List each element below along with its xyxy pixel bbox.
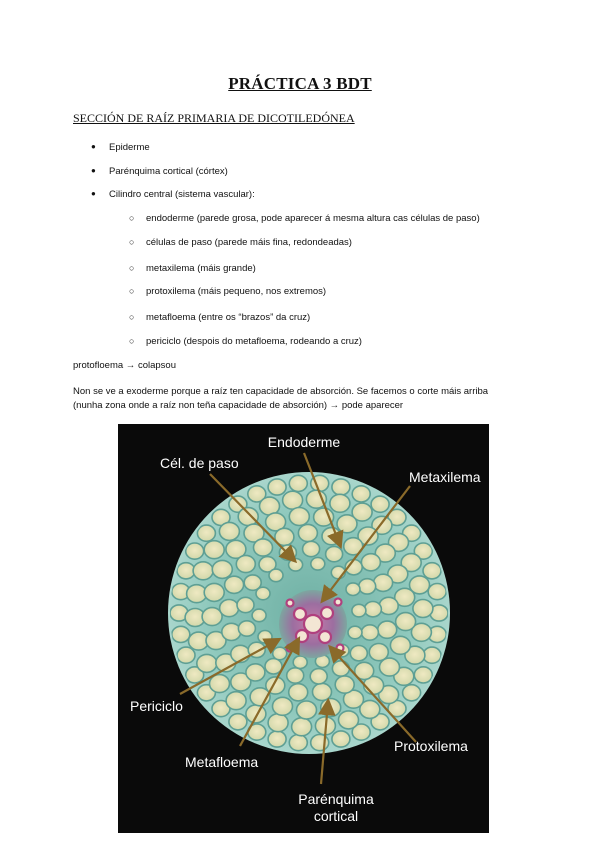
cortex-cell — [289, 508, 309, 526]
label-parenquima: Parénquima — [298, 791, 374, 807]
cortex-cell — [222, 623, 241, 640]
cortex-cell — [379, 597, 398, 614]
cortex-cell — [374, 574, 393, 591]
label-endoderme: Endoderme — [267, 434, 341, 450]
cortex-cell — [361, 554, 380, 571]
cortex-cell — [177, 647, 195, 663]
cortex-cell — [246, 664, 265, 681]
cortex-cell — [313, 683, 332, 700]
cortex-cell — [287, 668, 304, 683]
cortex-cell — [229, 714, 247, 730]
cortex-cell — [390, 636, 410, 654]
cortex-cell — [258, 631, 272, 644]
xylem-vessel — [287, 600, 294, 607]
cortex-cell — [359, 579, 376, 594]
cortex-cell — [361, 625, 378, 640]
cortex-cell — [352, 486, 370, 502]
cortex-cell — [311, 558, 325, 571]
cortex-cell — [339, 711, 359, 729]
cortex-cell — [238, 621, 255, 636]
cortex-cell — [212, 560, 232, 578]
cortex-cell — [289, 475, 307, 491]
section-heading: SECCIÓN DE RAÍZ PRIMARIA DE DICOTILEDÓNEA — [73, 111, 355, 125]
cortex-cell — [268, 731, 286, 747]
circle-bullet-icon: ○ — [129, 263, 135, 273]
xylem-vessel — [335, 599, 342, 606]
cortex-cell — [219, 522, 239, 540]
cortex-cell — [414, 667, 432, 683]
cortex-cell — [220, 600, 239, 617]
cortex-cell — [332, 731, 350, 747]
cortex-cell — [268, 479, 286, 495]
cortex-cell — [254, 539, 273, 556]
cortex-cell — [369, 644, 388, 661]
root-cross-section-image — [118, 424, 489, 833]
cortex-cell — [204, 583, 224, 601]
label-metaxilema: Metaxilema — [409, 469, 481, 485]
label-periciclo: Periciclo — [130, 698, 183, 714]
circle-bullet-icon: ○ — [129, 213, 135, 223]
circle-bullet-icon: ○ — [129, 237, 135, 247]
cortex-cell — [428, 584, 446, 600]
cortex-cell — [289, 735, 307, 751]
cortex-cell — [330, 494, 350, 512]
cortex-cell — [293, 656, 307, 669]
cortex-cell — [186, 543, 204, 559]
cortex-cell — [273, 647, 287, 660]
circle-bullet-icon: ○ — [129, 312, 135, 322]
paragraph-line-2: (nunha zona onde a raíz non teña capacidade de absorción) → pode aparecer — [73, 400, 404, 411]
cortex-cell — [298, 524, 317, 541]
cortex-cell — [332, 479, 350, 495]
cortex-cell — [256, 587, 270, 600]
cortex-cell — [193, 562, 213, 580]
cortex-cell — [226, 692, 246, 710]
xylem-vessel — [337, 645, 344, 652]
cortex-cell — [289, 559, 303, 572]
cortex-cell — [413, 600, 433, 618]
cortex-cell — [378, 621, 397, 638]
page-title: PRÁCTICA 3 BDT — [228, 74, 372, 93]
label-cel-paso: Cél. de paso — [160, 455, 239, 471]
cortex-cell — [292, 718, 312, 736]
cortex-cell — [346, 583, 360, 596]
cortex-cell — [337, 515, 357, 533]
cortex-cell — [326, 546, 343, 561]
cortex-cell — [364, 602, 381, 617]
cortex-cell — [252, 609, 266, 622]
paragraph-line-1: Non se ve a exoderme porque a raíz ten capacidade de absorción. Se facemos o corte máis arriba — [73, 386, 489, 397]
cortex-cell — [237, 597, 254, 612]
micrograph-figure — [118, 424, 489, 833]
circle-bullet-icon: ○ — [129, 286, 135, 296]
label-protoxilema: Protoxilema — [394, 738, 468, 754]
cortex-cell — [268, 714, 288, 732]
cortex-cell — [303, 541, 320, 556]
cortex-cell — [204, 541, 224, 559]
circle-bullet-icon: ○ — [129, 336, 135, 346]
cortex-cell — [332, 661, 349, 676]
cortex-cell — [172, 626, 190, 642]
cortex-cell — [283, 491, 303, 509]
cortex-cell — [289, 684, 308, 701]
cortex-cell — [335, 676, 354, 693]
cortex-cell — [246, 705, 266, 723]
cortex-cell — [403, 685, 421, 701]
cortex-cell — [297, 701, 317, 719]
cortex-cell — [371, 496, 389, 512]
label-metafloema: Metafloema — [185, 754, 259, 770]
bullet-icon: ● — [91, 166, 96, 175]
cortex-cell — [310, 669, 327, 684]
bullet-icon: ● — [91, 142, 96, 151]
cortex-cell — [321, 699, 341, 717]
xylem-vessel — [304, 615, 322, 633]
cortex-cell — [269, 569, 283, 582]
cortex-cell — [423, 563, 441, 579]
cortex-cell — [273, 697, 293, 715]
xylem-vessel — [319, 631, 331, 643]
cortex-cell — [350, 646, 367, 661]
cortex-cell — [396, 613, 416, 631]
cortex-cell — [197, 525, 215, 541]
cortex-cell — [197, 654, 217, 672]
cortex-cell — [236, 555, 255, 572]
cortex-cell — [238, 508, 258, 526]
label-cortical: cortical — [313, 808, 359, 824]
cortex-cell — [225, 576, 244, 593]
cortex-cell — [348, 626, 362, 639]
cortex-cell — [352, 604, 366, 617]
bullet-icon: ● — [91, 189, 96, 198]
xylem-vessel — [321, 607, 333, 619]
cortex-cell — [423, 647, 441, 663]
note-protofloema: protofloema → colapsou — [73, 360, 176, 371]
xylem-vessel — [294, 608, 306, 620]
